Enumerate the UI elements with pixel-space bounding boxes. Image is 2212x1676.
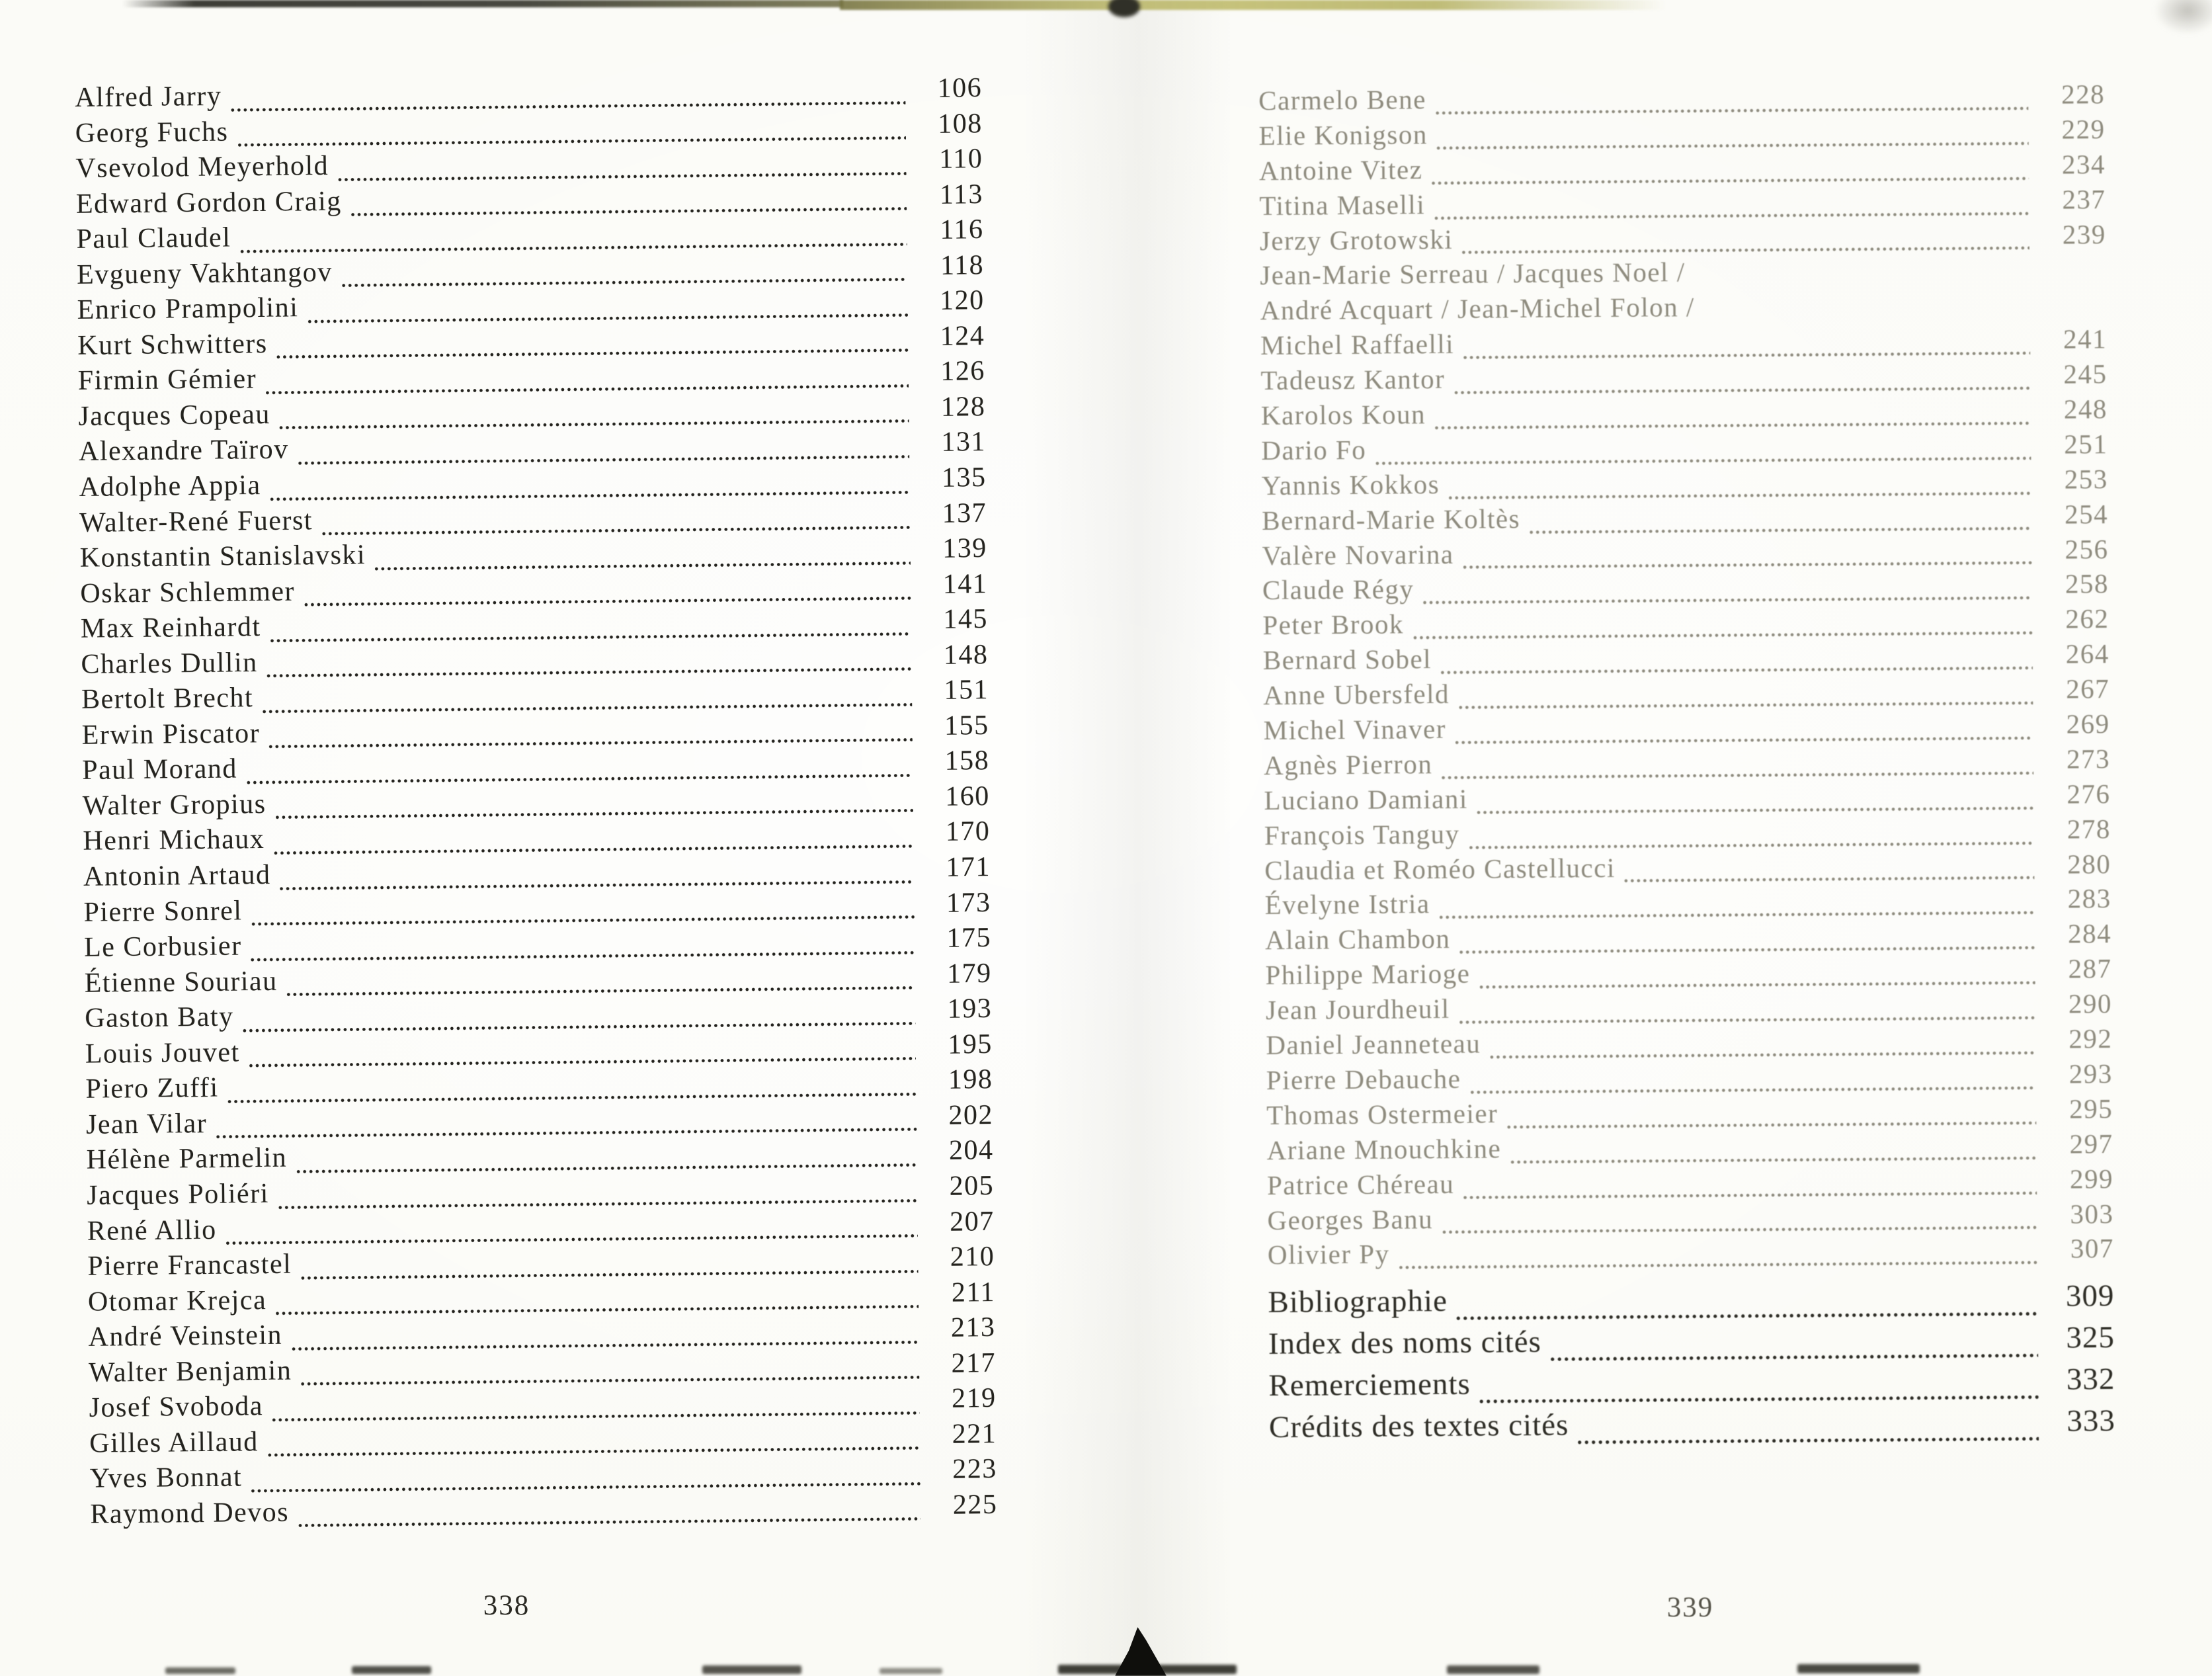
toc-entry-name: Philippe Marioge [1265, 958, 1471, 991]
toc-entry-name: Peter Brook [1262, 608, 1405, 641]
toc-entry-page-number: 303 [2070, 1198, 2114, 1229]
scan-artifact-bar [165, 1667, 235, 1674]
dot-leader [1435, 421, 2031, 430]
toc-entry-name: Walter Gropius [82, 788, 266, 821]
dot-leader [1441, 666, 2033, 675]
dot-leader [241, 242, 907, 253]
toc-entry-page-number: 173 [946, 887, 991, 919]
toc-entry-name: Konstantin Stanislavski [79, 540, 366, 574]
toc-entry-name: Elie Konigson [1258, 118, 1428, 151]
toc-entry-page-number: 118 [940, 249, 985, 281]
toc-entry-page-number: 269 [2066, 708, 2110, 739]
toc-entry-name: Index des noms cités [1268, 1324, 1542, 1362]
toc-entry-name: Antonin Artaud [83, 859, 271, 892]
dot-leader [266, 384, 909, 395]
dot-leader [1460, 946, 2035, 954]
toc-entry-name: Louis Jouvet [85, 1037, 240, 1069]
toc-entry-name: Jacques Poliéri [86, 1178, 270, 1211]
dot-leader [268, 1446, 921, 1458]
toc-entry-page-number: 110 [939, 144, 983, 175]
toc-entry-name: Georges Banu [1267, 1203, 1434, 1236]
toc-entry-name: Antoine Vitez [1258, 153, 1423, 186]
toc-entry-name: Bertolt Brecht [81, 683, 254, 716]
toc-entry-page-number: 207 [949, 1206, 995, 1237]
toc-entry-name: Alexandre Taïrov [78, 435, 289, 468]
toc-entry-page-number: 205 [949, 1171, 995, 1202]
toc-entry-page-number: 160 [944, 781, 990, 812]
dot-leader [277, 349, 909, 359]
toc-entry-page-number: 211 [951, 1277, 996, 1308]
toc-entry-page-number: 148 [943, 639, 989, 671]
dot-leader [1470, 1086, 2035, 1095]
toc-entry-name: Karolos Koun [1260, 399, 1426, 431]
toc-list-right [1258, 78, 2115, 1277]
toc-entry-page-number: 225 [952, 1489, 998, 1521]
toc-entry-name: André Acquart / Jean-Michel Folon / [1260, 292, 1695, 326]
toc-entry-name: Max Reinhardt [80, 612, 261, 645]
toc-entry [1268, 1280, 2114, 1329]
toc-entry-page-number: 299 [2069, 1163, 2114, 1194]
dot-leader [249, 1057, 916, 1068]
dot-leader [1480, 1395, 2039, 1404]
dot-leader [1625, 876, 2035, 883]
toc-entry-name: Jean-Marie Serreau / Jacques Noel / [1260, 257, 1686, 291]
dot-leader [1551, 1353, 2038, 1362]
toc-entry-page-number: 258 [2065, 568, 2110, 599]
dot-leader [252, 915, 915, 926]
dot-leader [1459, 1016, 2035, 1025]
toc-entry-page-number: 120 [939, 285, 985, 317]
toc-entry-name: Jean Jourdheuil [1265, 993, 1450, 1026]
scan-artifact-bar [1447, 1665, 1539, 1674]
toc-entry-page-number: 239 [2062, 218, 2106, 250]
toc-entry-page-number: 116 [940, 214, 984, 246]
toc-entry-name: Étienne Souriau [84, 966, 278, 999]
dot-leader [231, 101, 905, 112]
dot-leader [322, 525, 910, 536]
toc-entry-page-number: 198 [948, 1064, 993, 1096]
toc-entry-page-number: 204 [948, 1135, 994, 1167]
toc-entry-page-number: 290 [2068, 988, 2113, 1019]
toc-entry-name: Valère Novarina [1262, 538, 1454, 571]
dot-leader [1490, 1051, 2035, 1059]
toc-entry-page-number: 264 [2065, 638, 2110, 669]
dot-leader [1459, 701, 2033, 710]
toc-entry-page-number: 267 [2066, 673, 2110, 704]
toc-entry-name: Raymond Devos [90, 1497, 290, 1530]
toc-entry-name: Remerciements [1268, 1366, 1471, 1404]
dot-leader [1463, 1191, 2037, 1199]
dot-leader [292, 1340, 919, 1351]
toc-entry-name: Claudia et Roméo Castellucci [1264, 852, 1616, 886]
page-number-right: 339 [1666, 1592, 1714, 1623]
toc-entry-name: Tadeusz Kantor [1260, 363, 1446, 396]
toc-entry-name: Oskar Schlemmer [80, 576, 296, 609]
toc-entry-name: Agnès Pierron [1263, 748, 1433, 780]
toc-section-list [1268, 1280, 2115, 1454]
corner-smudge [2141, 0, 2212, 44]
dot-leader [301, 1376, 919, 1386]
toc-entry-page-number: 283 [2067, 883, 2111, 914]
scan-artifact-bar [702, 1665, 801, 1674]
toc-entry-name: Paul Claudel [76, 222, 231, 255]
toc-entry-page-number: 278 [2067, 813, 2111, 845]
toc-entry-page-number: 193 [947, 993, 993, 1025]
toc-entry-page-number: 139 [942, 533, 987, 564]
dot-leader [267, 667, 912, 679]
toc-entry-page-number: 297 [2069, 1128, 2113, 1159]
dot-leader [278, 1198, 917, 1209]
dot-leader [243, 1021, 916, 1032]
toc-entry-name: Dario Fo [1261, 434, 1367, 466]
toc-entry-name: Walter Benjamin [88, 1355, 292, 1388]
dot-leader [270, 490, 910, 501]
dot-leader [296, 1163, 917, 1173]
toc-entry-page-number: 195 [948, 1028, 993, 1060]
toc-entry-name: Le Corbusier [83, 931, 242, 964]
toc-entry-page-number: 131 [941, 427, 987, 458]
toc-entry-name: Paul Morand [81, 753, 238, 786]
dot-leader [1507, 1121, 2036, 1129]
dot-leader [263, 702, 912, 714]
toc-entry-page-number: 276 [2067, 778, 2111, 810]
scan-artifact-bar [880, 1668, 942, 1674]
toc-entry-name: Michel Raffaelli [1260, 328, 1455, 361]
toc-entry-page-number: 171 [946, 852, 991, 883]
toc-entry-page-number: 137 [942, 497, 987, 529]
dot-leader [216, 1128, 917, 1139]
toc-entry-name: Claude Régy [1262, 573, 1414, 606]
toc-entry-name: Olivier Py [1267, 1238, 1390, 1271]
toc-entry-name: Bibliographie [1268, 1284, 1448, 1320]
dot-leader [1454, 386, 2030, 395]
dot-leader [375, 561, 911, 571]
scan-shadow-top-olive [840, 0, 1666, 10]
toc-entry-name: Josef Svoboda [89, 1391, 264, 1424]
dot-leader [276, 1304, 919, 1316]
toc-entry-page-number: 307 [2070, 1233, 2115, 1264]
dot-leader [1455, 736, 2033, 745]
dot-leader [270, 632, 911, 642]
scan-artifact-bar [352, 1666, 431, 1674]
toc-entry-page-number: 228 [2061, 78, 2106, 110]
toc-entry-page-number: 287 [2068, 953, 2112, 984]
toc-entry-name: Gilles Aillaud [89, 1426, 259, 1459]
toc-entry-name: Daniel Jeanneteau [1266, 1028, 1481, 1061]
toc-entry-page-number: 223 [952, 1454, 997, 1486]
page-number-left: 338 [483, 1590, 530, 1621]
dot-leader [1375, 456, 2031, 466]
toc-entry-name: Luciano Damiani [1264, 783, 1468, 816]
scan-artifact-bar [1797, 1664, 1920, 1673]
toc-entry-page-number: 170 [945, 816, 991, 848]
toc-entry-name: Pierre Francastel [87, 1249, 292, 1282]
dot-leader [280, 419, 909, 430]
toc-entry-name: Georg Fuchs [75, 116, 229, 149]
toc-entry-page-number: 254 [2064, 498, 2109, 530]
toc-entry-page-number: 251 [2064, 428, 2108, 460]
toc-entry-name: Gaston Baty [85, 1001, 234, 1034]
page-gutter-shadow [1022, 0, 1233, 1676]
dot-leader [280, 880, 915, 890]
toc-entry-name: Evgueny Vakhtangov [76, 257, 333, 290]
toc-entry [90, 1491, 997, 1536]
toc-entry-name: Charles Dullin [81, 647, 258, 680]
dot-leader [338, 171, 906, 181]
dot-leader [1463, 561, 2032, 569]
toc-entry [1269, 1405, 2115, 1454]
dot-leader [226, 1234, 918, 1245]
dot-leader [301, 1269, 918, 1280]
toc-entry-name: Erwin Piscator [81, 718, 261, 751]
dot-leader [1437, 142, 2029, 150]
toc-entry-page-number: 113 [939, 179, 984, 210]
toc-entry-name: Michel Vinaver [1263, 713, 1447, 746]
toc-entry-name: Hélène Parmelin [86, 1143, 288, 1176]
dot-leader [304, 597, 911, 607]
toc-entry-name: Ariane Mnouchkine [1266, 1132, 1502, 1165]
toc-entry-page-number: 245 [2063, 358, 2108, 390]
toc-entry-page-number: 202 [948, 1099, 994, 1131]
toc-entry-page-number: 241 [2063, 323, 2108, 355]
dot-leader [1436, 106, 2028, 115]
toc-entry-name: Alfred Jarry [74, 81, 222, 113]
toc-entry-name: Jean Vilar [85, 1108, 208, 1140]
toc-entry-page-number: 135 [941, 462, 987, 493]
toc-entry-name: Thomas Ostermeier [1266, 1098, 1498, 1130]
dot-leader [1442, 771, 2033, 780]
toc-entry-page-number: 229 [2061, 113, 2106, 145]
dot-leader [1413, 631, 2033, 640]
toc-entry-name: Bernard-Marie Koltès [1261, 503, 1521, 536]
toc-entry-page-number: 210 [950, 1241, 995, 1273]
toc-entry [1268, 1322, 2115, 1370]
toc-entry-page-number: 253 [2064, 463, 2108, 495]
toc-entry-page-number: 256 [2065, 533, 2109, 565]
toc-entry-page-number: 333 [2067, 1404, 2116, 1439]
toc-entry-page-number: 145 [943, 604, 989, 636]
dot-leader [228, 1092, 917, 1103]
dot-leader [251, 950, 915, 962]
dot-leader [1442, 1226, 2037, 1234]
dot-leader [276, 809, 913, 819]
dot-leader [1457, 1312, 2038, 1321]
toc-entry-page-number: 124 [940, 320, 985, 352]
toc-entry-name: André Veinstein [88, 1320, 283, 1353]
toc-entry-page-number: 280 [2067, 848, 2111, 880]
dot-leader [1477, 806, 2034, 815]
dot-leader [1440, 911, 2035, 919]
dot-leader [269, 738, 913, 749]
toc-entry-page-number: 213 [950, 1312, 996, 1343]
toc-entry-page-number: 262 [2065, 603, 2110, 634]
toc-entry-page-number: 292 [2069, 1023, 2113, 1054]
dot-leader [287, 986, 915, 997]
dot-leader [351, 207, 907, 217]
toc-entry-page-number: 128 [940, 392, 986, 423]
dot-leader [1424, 596, 2033, 605]
toc-entry-name: Pierre Sonrel [83, 895, 243, 928]
toc-entry-page-number: 234 [2061, 148, 2106, 180]
toc-entry [1268, 1364, 2115, 1412]
toc-entry-name: Yves Bonnat [89, 1462, 243, 1495]
toc-page-right [1258, 78, 2116, 1454]
dot-leader [1463, 351, 2030, 360]
toc-entry-page-number: 221 [952, 1418, 997, 1450]
toc-entry-page-number: 151 [944, 675, 989, 706]
toc-entry-name: Bernard Sobel [1262, 644, 1432, 676]
toc-entry-name: Yannis Kokkos [1261, 468, 1440, 501]
dot-leader [272, 1411, 920, 1422]
dot-leader [1449, 491, 2031, 500]
toc-entry-page-number: 295 [2069, 1093, 2113, 1124]
toc-entry-page-number: 309 [2065, 1278, 2115, 1314]
toc-entry-name: Piero Zuffi [85, 1073, 219, 1105]
toc-entry-name: Kurt Schwitters [77, 328, 268, 361]
toc-entry-name: Otomar Krejca [87, 1284, 267, 1318]
toc-entry-name: François Tanguy [1264, 818, 1460, 851]
toc-entry-page-number: 293 [2069, 1058, 2113, 1089]
toc-entry-page-number: 237 [2062, 183, 2106, 215]
toc-entry-name: Enrico Prampolini [77, 292, 299, 326]
toc-entry-name: Patrice Chéreau [1266, 1168, 1455, 1200]
toc-entry-page-number: 219 [951, 1383, 997, 1414]
toc-entry-name: Edward Gordon Craig [75, 186, 342, 220]
toc-entry-name: René Allio [87, 1214, 217, 1247]
dot-leader [1510, 1155, 2036, 1163]
toc-entry-page-number: 141 [942, 568, 988, 600]
dot-leader [1434, 211, 2029, 220]
toc-entry-name: Anne Ubersfeld [1263, 678, 1450, 711]
toc-entry-page-number: 248 [2063, 393, 2108, 425]
dot-leader [238, 136, 906, 147]
dot-leader [298, 454, 909, 465]
toc-entry-name: Carmelo Bene [1258, 84, 1427, 116]
dot-leader [298, 1517, 921, 1528]
dot-leader [342, 278, 907, 288]
toc-entry-page-number: 332 [2066, 1362, 2115, 1397]
toc-entry-page-number: 284 [2067, 918, 2112, 949]
dot-leader [1462, 246, 2029, 255]
toc-entry-name: Jerzy Grotowski [1259, 224, 1454, 256]
dot-leader [1432, 177, 2029, 185]
toc-entry [1268, 1235, 2114, 1277]
toc-entry-name: Évelyne Istria [1264, 888, 1430, 921]
dot-leader [1578, 1437, 2039, 1445]
toc-entry-page-number: 325 [2066, 1320, 2115, 1355]
toc-entry-page-number: 179 [946, 958, 992, 989]
toc-list-left [75, 74, 998, 1536]
toc-entry-name: Titina Maselli [1259, 189, 1426, 221]
toc-entry-page-number: 126 [940, 356, 986, 388]
toc-entry-page-number: 175 [946, 923, 992, 954]
dot-leader [251, 1482, 921, 1493]
toc-entry-name: Jacques Copeau [78, 399, 271, 432]
dot-leader [1469, 841, 2034, 849]
toc-entry-name: Adolphe Appia [79, 470, 261, 503]
toc-entry-name: Pierre Debauche [1266, 1063, 1461, 1095]
toc-entry-page-number: 108 [937, 108, 983, 140]
dot-leader [307, 313, 907, 323]
dot-leader [1480, 981, 2035, 989]
dot-leader [1530, 526, 2031, 534]
toc-entry-name: Vsevolod Meyerhold [75, 150, 329, 185]
dot-leader [247, 773, 913, 784]
dot-leader [1399, 1261, 2037, 1270]
toc-page-left [75, 74, 998, 1536]
scan-shadow-top-dark [122, 0, 843, 7]
toc-entry-name: Henri Michaux [83, 824, 265, 857]
toc-entry-name: Crédits des textes cités [1268, 1407, 1569, 1445]
toc-entry-name: Walter-René Fuerst [79, 505, 313, 538]
toc-entry-page-number: 158 [944, 745, 990, 777]
dot-leader [274, 844, 914, 855]
toc-entry-page-number: 273 [2066, 743, 2111, 775]
toc-entry-page-number: 217 [951, 1347, 997, 1379]
toc-entry-name: Alain Chambon [1264, 923, 1451, 956]
toc-entry-page-number: 155 [944, 710, 989, 741]
toc-entry-name: Firmin Gémier [77, 364, 257, 397]
toc-entry-page-number: 106 [937, 73, 983, 104]
